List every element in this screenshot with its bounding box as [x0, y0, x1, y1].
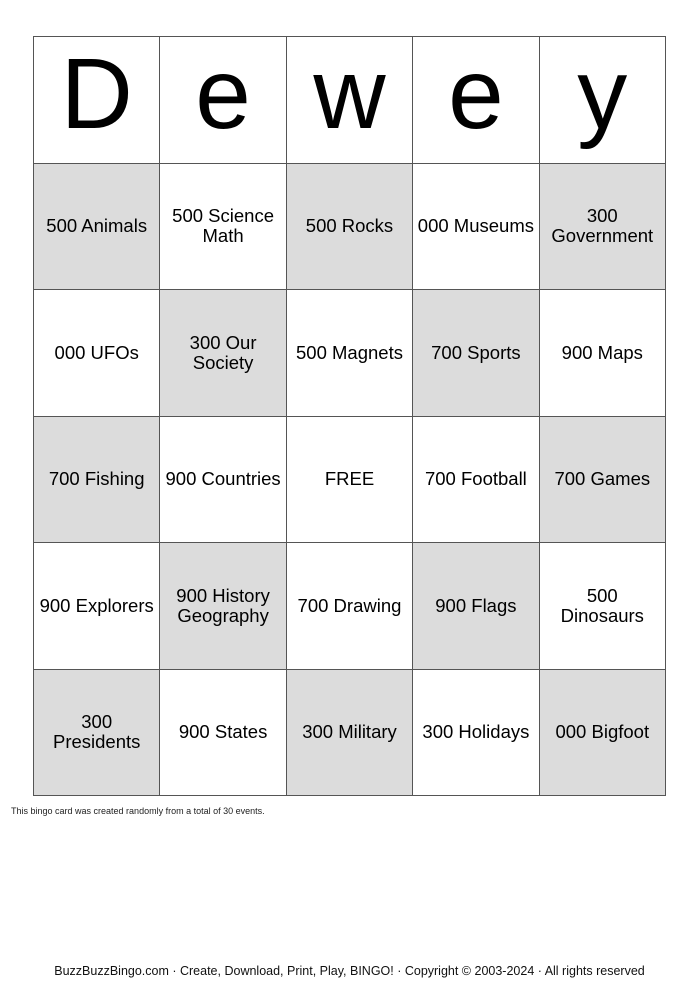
bingo-cell: 700 Games	[540, 417, 666, 544]
header-letter-y: y	[540, 37, 666, 164]
bingo-card	[33, 36, 666, 796]
bingo-cell: 300 Holidays	[413, 670, 539, 797]
bingo-cell: 000 UFOs	[34, 290, 160, 417]
bingo-cell: 700 Drawing	[287, 543, 413, 670]
bingo-cell: 900 States	[160, 670, 286, 797]
header-letter-w: w	[287, 37, 413, 164]
bingo-cell: 700 Football	[413, 417, 539, 544]
bingo-cell: 900 Flags	[413, 543, 539, 670]
bingo-cell: 500 Rocks	[287, 164, 413, 291]
header-letter-d: D	[34, 37, 160, 164]
footer-copyright: BuzzBuzzBingo.com · Create, Download, Print, Play, BINGO! · Copyright © 2003-2024 · All rights reserved	[54, 964, 645, 978]
bingo-cell: 300 Presidents	[34, 670, 160, 797]
bingo-cell: 700 Sports	[413, 290, 539, 417]
header-letter-e-2: e	[413, 37, 539, 164]
bingo-cell: 000 Museums	[413, 164, 539, 291]
bingo-cell: 500 Magnets	[287, 290, 413, 417]
header-letter-e: e	[160, 37, 286, 164]
bingo-cell: 900 Explorers	[34, 543, 160, 670]
bingo-cell: 500 Science Math	[160, 164, 286, 291]
bingo-cell: 300 Military	[287, 670, 413, 797]
bingo-cell: 000 Bigfoot	[540, 670, 666, 797]
bingo-cell: 300 Government	[540, 164, 666, 291]
free-space-cell: FREE	[287, 417, 413, 544]
bingo-cell: 900 Maps	[540, 290, 666, 417]
bingo-cell: 700 Fishing	[34, 417, 160, 544]
bingo-cell: 500 Dinosaurs	[540, 543, 666, 670]
generation-note: This bingo card was created randomly from a total of 30 events.	[11, 806, 265, 816]
bingo-cell: 900 Countries	[160, 417, 286, 544]
bingo-cell: 300 Our Society	[160, 290, 286, 417]
bingo-cell: 500 Animals	[34, 164, 160, 291]
bingo-cell: 900 History Geography	[160, 543, 286, 670]
